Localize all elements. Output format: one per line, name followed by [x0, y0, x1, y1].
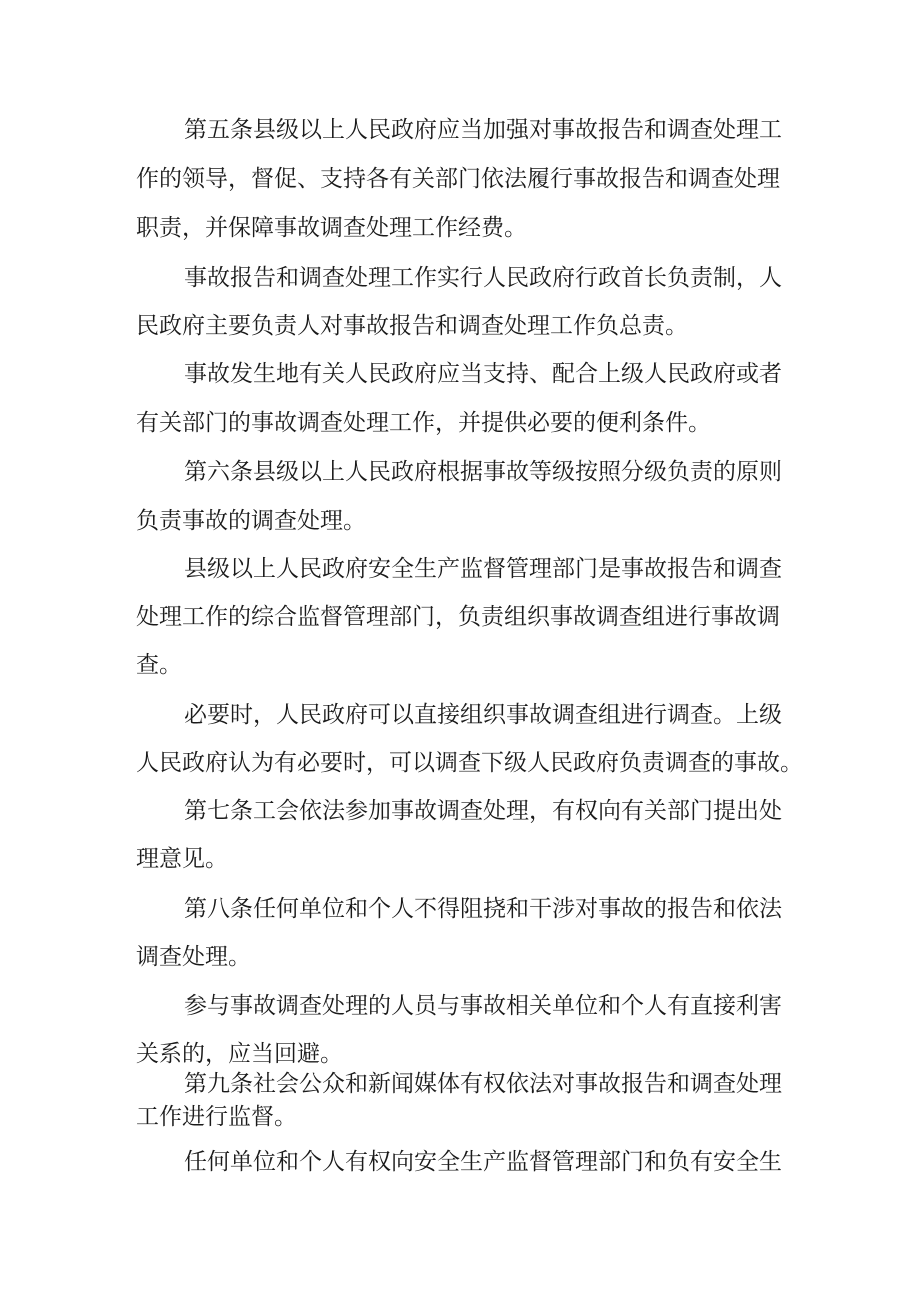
paragraph-report-right-line-1: 任何单位和个人有权向安全生产监督管理部门和负有安全生 — [184, 1149, 782, 1175]
paragraph-article-6-line-2: 负责事故的调查处理。 — [136, 508, 366, 534]
paragraph-direct-investigation-line-2: 人民政府认为有必要时，可以调查下级人民政府负责调查的事故。 — [136, 750, 803, 776]
paragraph-article-9-line-2: 工作进行监督。 — [136, 1104, 297, 1130]
paragraph-article-9-line-1: 第九条社会公众和新闻媒体有权依法对事故报告和调查处理 — [184, 1071, 782, 1097]
paragraph-local-support-line-1: 事故发生地有关人民政府应当支持、配合上级人民政府或者 — [184, 361, 782, 387]
paragraph-article-5-line-1: 第五条县级以上人民政府应当加强对事故报告和调查处理工 — [184, 117, 782, 143]
paragraph-responsibility-line-1: 事故报告和调查处理工作实行人民政府行政首长负责制，人 — [184, 265, 782, 291]
paragraph-article-8-line-2: 调查处理。 — [136, 944, 251, 970]
paragraph-direct-investigation-line-1: 必要时，人民政府可以直接组织事故调查组进行调查。上级 — [184, 702, 782, 728]
paragraph-article-7-line-1: 第七条工会依法参加事故调查处理，有权向有关部门提出处 — [184, 798, 782, 824]
paragraph-recusal-line-1: 参与事故调查处理的人员与事故相关单位和个人有直接利害 — [184, 993, 782, 1019]
paragraph-article-8-line-1: 第八条任何单位和个人不得阻挠和干涉对事故的报告和依法 — [184, 896, 782, 922]
paragraph-supervision-dept-line-1: 县级以上人民政府安全生产监督管理部门是事故报告和调查 — [184, 556, 782, 582]
paragraph-article-5-line-2: 作的领导，督促、支持各有关部门依法履行事故报告和调查处理 — [136, 166, 780, 192]
paragraph-responsibility-line-2: 民政府主要负责人对事故报告和调查处理工作负总责。 — [136, 313, 688, 339]
paragraph-article-6-line-1: 第六条县级以上人民政府根据事故等级按照分级负责的原则 — [184, 459, 782, 485]
paragraph-recusal-line-2: 关系的，应当回避。 — [136, 1041, 343, 1067]
paragraph-supervision-dept-line-2: 处理工作的综合监督管理部门，负责组织事故调查组进行事故调 — [136, 604, 780, 630]
paragraph-local-support-line-2: 有关部门的事故调查处理工作，并提供必要的便利条件。 — [136, 410, 711, 436]
paragraph-article-7-line-2: 理意见。 — [136, 846, 228, 872]
paragraph-supervision-dept-line-3: 查。 — [136, 652, 182, 678]
paragraph-article-5-line-3: 职责，并保障事故调查处理工作经费。 — [136, 215, 527, 241]
